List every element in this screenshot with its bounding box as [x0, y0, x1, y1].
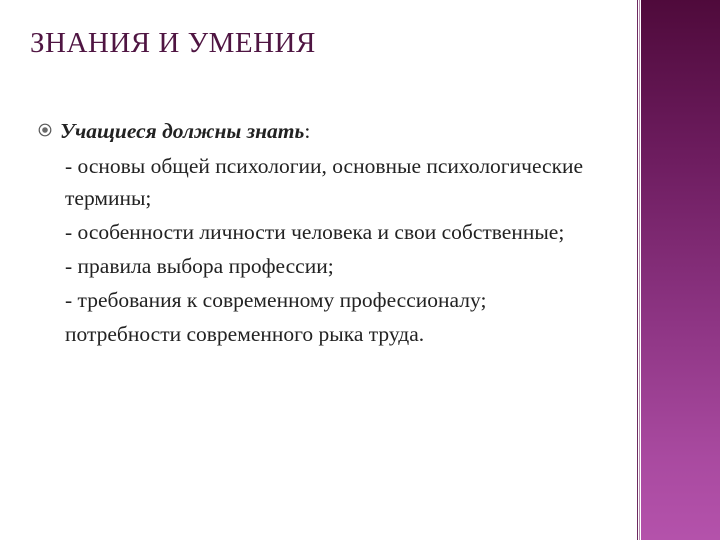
bullet-heading — [60, 114, 310, 148]
side-divider-line-light — [639, 0, 640, 540]
bullet-heading-colon: : — [304, 119, 311, 143]
circled-dot-bullet-icon — [38, 114, 60, 137]
slide-title: ЗНАНИЯ И УМЕНИЯ — [30, 27, 316, 59]
list-item: - правила выбора профессии; — [65, 254, 334, 278]
accent-side-band — [641, 0, 720, 540]
bullet-heading-text: Учащиеся должны знать — [60, 119, 305, 143]
list-item: - основы общей психологии, основные психологические термины; — [65, 154, 584, 210]
list-item: - особенности личности человека и свои собственные; — [65, 220, 565, 244]
list-item: потребности современного рыка труда. — [65, 322, 425, 346]
bullet-heading-row — [38, 114, 628, 148]
list-item: - требования к современному профессионалу; — [65, 288, 487, 312]
side-divider-line — [637, 0, 638, 540]
slide-content — [38, 114, 628, 350]
